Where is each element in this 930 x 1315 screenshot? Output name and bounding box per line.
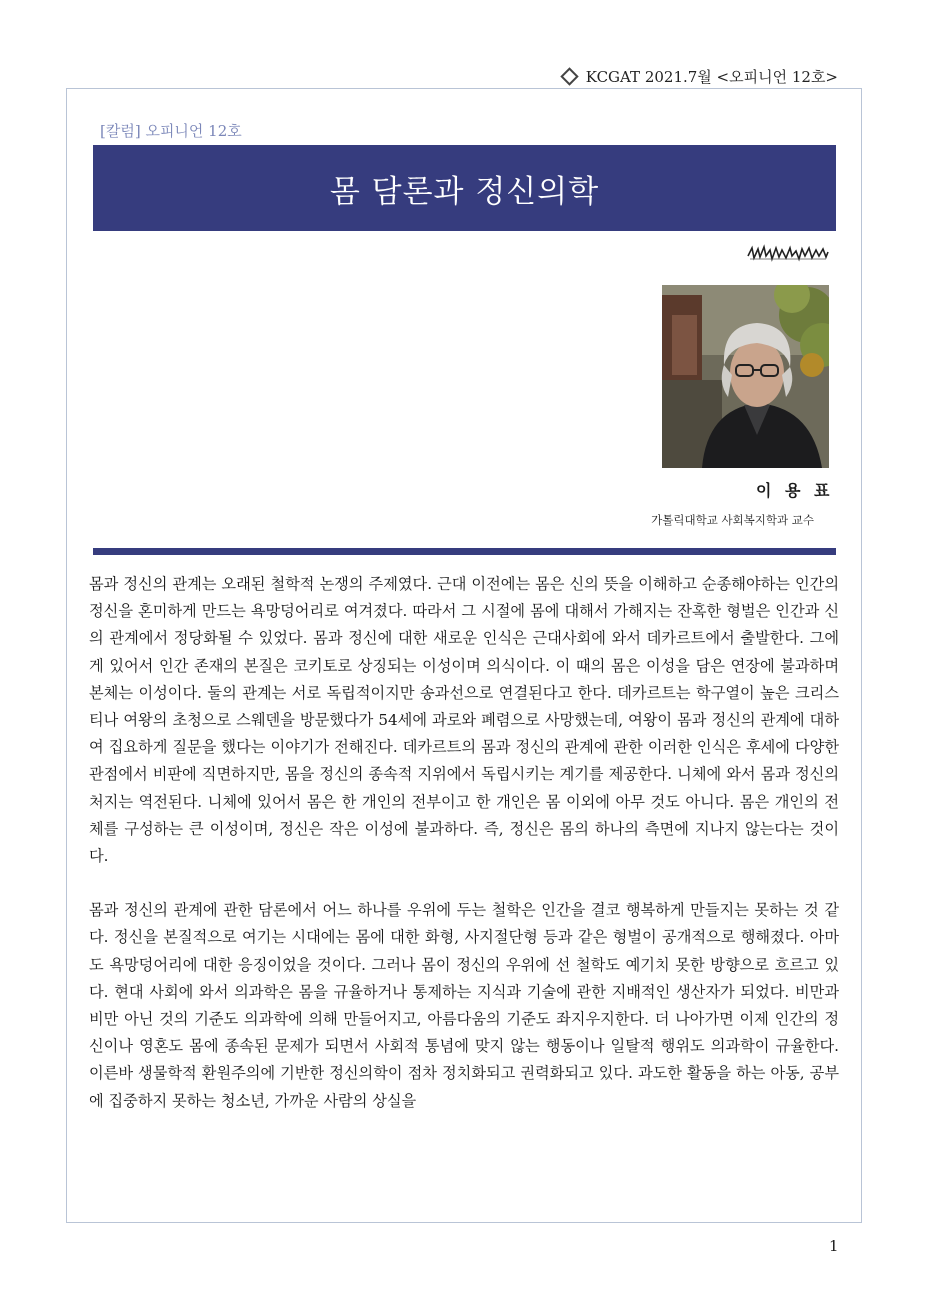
author-affiliation: 가톨릭대학교 사회복지학과 교수	[651, 513, 814, 527]
author-photo	[662, 285, 829, 468]
publication-label: KCGAT 2021.7월 <오피니언 12호>	[585, 68, 838, 86]
page-number: 1	[829, 1237, 839, 1255]
decorative-sketch-icon	[746, 244, 830, 262]
article-body	[89, 571, 839, 1115]
title-banner	[93, 145, 836, 231]
column-tag: [칼럼] 오피니언 12호	[100, 122, 242, 140]
page-title: 몸 담론과 정신의학	[329, 173, 600, 210]
paragraph: 몸과 정신의 관계에 관한 담론에서 어느 하나를 우위에 두는 철학은 인간을 결코 행복하게 만들지는 못하는 것 같다. 정신을 본질적으로 여기는 시대에는 몸에 대한 화형, 사지절단형 등과 같은 형벌이 공개적으로 행해졌다. 아마도 욕망덩어리에 대한 응징이었을 것이다. 그러나 몸이 정신의 우위에 선 철학도 예기치 못한 방향으로 흐르고 있다. 현대 사회에 와서 의과학은 몸을 규율하거나 통제하는 지식과 기술에 관한 지배적인 생산자가 되었다. 비만과 비만 아닌 것의 기준도 의과학에 의해 만들어지고, 아름다움의 기준도 좌지우지한다. 더 나아가면 이제 인간의 정신이나 영혼도 몸에 종속된 문제가 되면서 사회적 통념에 맞지 않는 행동이나 일탈적 행위도 의과학이 규율한다. 이른바 생물학적 환원주의에 기반한 정신의학이 점차 정치화되고 권력화되고 있다. 과도한 활동을 하는 아동, 공부에 집중하지 못하는 청소년, 가까운 사람의 상실을	[89, 901, 839, 1110]
diamond-icon	[560, 67, 578, 85]
section-divider	[93, 548, 836, 555]
paragraph: 몸과 정신의 관계는 오래된 철학적 논쟁의 주제였다. 근대 이전에는 몸은 신의 뜻을 이해하고 순종해야하는 인간의 정신을 혼미하게 만드는 욕망덩어리로 여겨졌다. 따라서 그 시절에 몸에 대해서 가해지는 잔혹한 형벌은 인간과 신의 관계에서 정당화될 수 있었다. 몸과 정신에 대한 새로운 인식은 근대사회에 와서 데카르트에서 출발한다. 그에게 있어서 인간 존재의 본질은 코키토로 상징되는 이성이며 의식이다. 이 때의 몸은 이성을 담은 연장에 불과하며 본체는 이성이다. 둘의 관계는 서로 독립적이지만 송과선으로 연결된다고 한다. 데카르트는 학구열이 높은 크리스티나 여왕의 초청으로 스웨덴을 방문했다가 54세에 과로와 폐렴으로 사망했는데, 여왕이 몸과 정신의 관계에 대하여 집요하게 질문을 했다는 이야기가 전해진다. 데카르트의 몸과 정신의 관계에 관한 이러한 인식은 후세에 다양한 관점에서 비판에 직면하지만, 몸을 정신의 종속적 지위에서 독립시키는 계기를 제공한다. 니체에 와서 몸과 정신의 처지는 역전된다. 니체에 있어서 몸은 한 개인의 전부이고 한 개인은 몸 이외에 아무 것도 아니다. 몸은 개인의 전체를 구성하는 큰 이성이며, 정신은 작은 이성에 불과하다. 즉, 정신은 몸의 하나의 측면에 지나지 않는다는 것이다.	[89, 575, 839, 866]
author-name: 이 용 표	[756, 481, 834, 500]
publication-header	[563, 66, 838, 87]
